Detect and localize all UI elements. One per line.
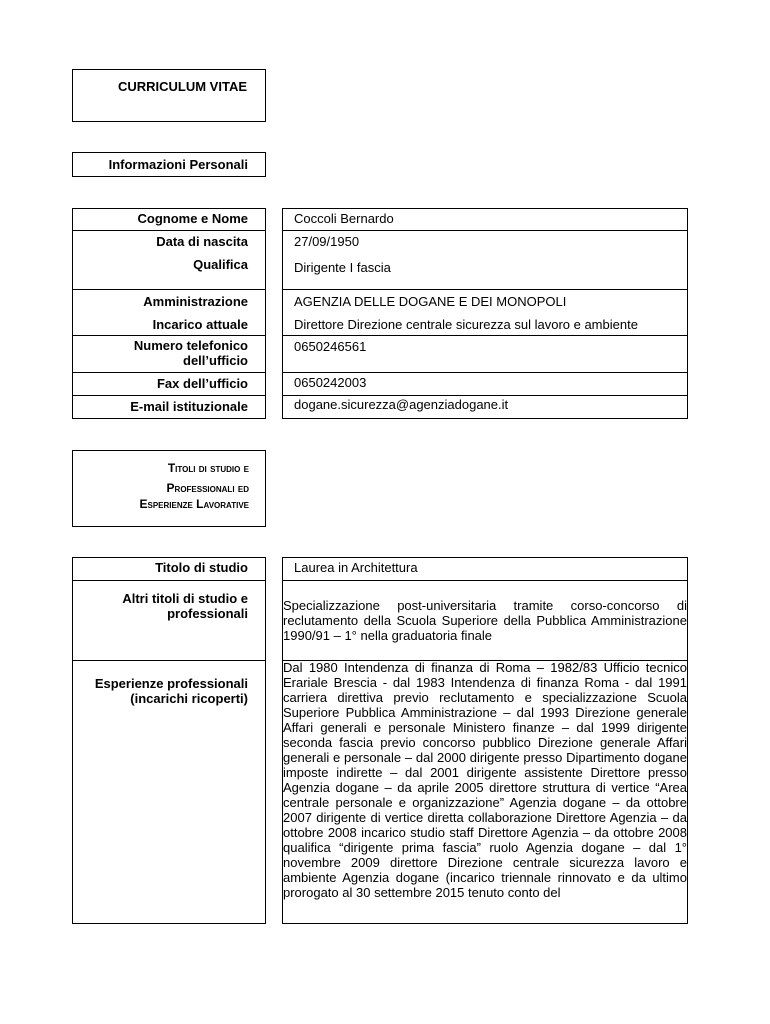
row-divider [72,580,266,581]
cv-title: CURRICULUM VITAE [117,79,247,94]
label-altri-titoli-1: Altri titoli di studio e [122,591,248,606]
value-cognome-nome: Coccoli Bernardo [294,211,394,226]
cv-title-box [72,69,266,122]
label-altri-titoli-2: professionali [167,606,248,621]
row-divider [72,335,266,336]
personal-info-title-box [72,152,266,177]
row-divider [72,230,266,231]
label-incarico-attuale: Incarico attuale [152,317,248,332]
value-esperienze: Dal 1980 Intendenza di finanza di Roma – 1982/83 Ufficio tecnico Erariale Brescia - dal 1983 Intendenza di finanza Roma - dal 1991 carriera direttiva previo reclutamento e specializzazione Scuola Superiore Pubblica Amministrazione – dal 1993 Direzione generale Affari generali e personale Ministero finanze – dal 1999 dirigente seconda fascia previo concorso pubblico Direzione generale Affari generali e personale – dal 2000 dirigente presso Dipartimento dogane imposte indirette – dal 2001 dirigente assistente Direttore presso Agenzia dogane – da aprile 2005 direttore struttura di vertice “Area centrale personale e organizzazione” Agenzia dogane – da ottobre 2007 dirigente di vertice diretta collaborazione Direttore Agenzia – da ottobre 2008 incarico studio staff Direttore Agenzia – da ottobre 2008 qualifica “dirigente prima fascia” ruolo Agenzia dogane – dal 1° novembre 2009 direttore Direzione centrale sicurezza lavoro e ambiente Agenzia dogane (incarico triennale rinnovato e da ultimo prorogato al 30 settembre 2015 tenuto conto del [283,660,687,900]
row-divider [72,660,266,661]
value-email: dogane.sicurezza@agenziadogane.it [294,397,509,412]
label-qualifica: Qualifica [193,257,248,272]
label-dell-ufficio: dell’ufficio [183,353,248,368]
row-divider [72,289,266,290]
value-amministrazione: AGENZIA DELLE DOGANE E DEI MONOPOLI [294,294,567,309]
section-titoli-line2: Professionali ed [166,481,249,495]
label-numero-telefonico: Numero telefonico [133,338,248,353]
label-titolo-studio: Titolo di studio [155,560,248,575]
section-titoli-line3: Esperienze Lavorative [139,497,249,511]
personal-info-title: Informazioni Personali [108,157,248,172]
value-data-nascita: 27/09/1950 [294,234,360,249]
label-email: E-mail istituzionale [130,399,248,414]
value-qualifica: Dirigente I fascia [294,260,391,275]
row-divider [72,395,266,396]
row-divider [282,230,688,231]
row-divider [282,335,688,336]
label-cognome-nome: Cognome e Nome [137,211,248,226]
row-divider [282,289,688,290]
value-altri-titoli: Specializzazione post-universitaria tramite corso-concorso di reclutamento della Scuola Superiore della Pubblica Amministrazione 1990/91 – 1° nella graduatoria finale [283,598,687,643]
label-amministrazione: Amministrazione [143,294,248,309]
value-titolo-studio: Laurea in Architettura [294,560,418,575]
label-data-nascita: Data di nascita [156,234,248,249]
row-divider [282,372,688,373]
label-esperienze-2: (incarichi ricoperti) [130,691,248,706]
value-fax: 0650242003 [294,375,367,390]
label-fax: Fax dell’ufficio [156,376,248,391]
row-divider [282,395,688,396]
row-divider [282,580,688,581]
section-titoli-box [72,450,266,527]
value-incarico-attuale: Direttore Direzione centrale sicurezza sul lavoro e ambiente [294,317,638,332]
value-numero-telefonico: 0650246561 [294,339,367,354]
section-titoli-line1: Titoli di studio e [167,461,249,475]
label-esperienze-1: Esperienze professionali [94,676,248,691]
row-divider [72,372,266,373]
